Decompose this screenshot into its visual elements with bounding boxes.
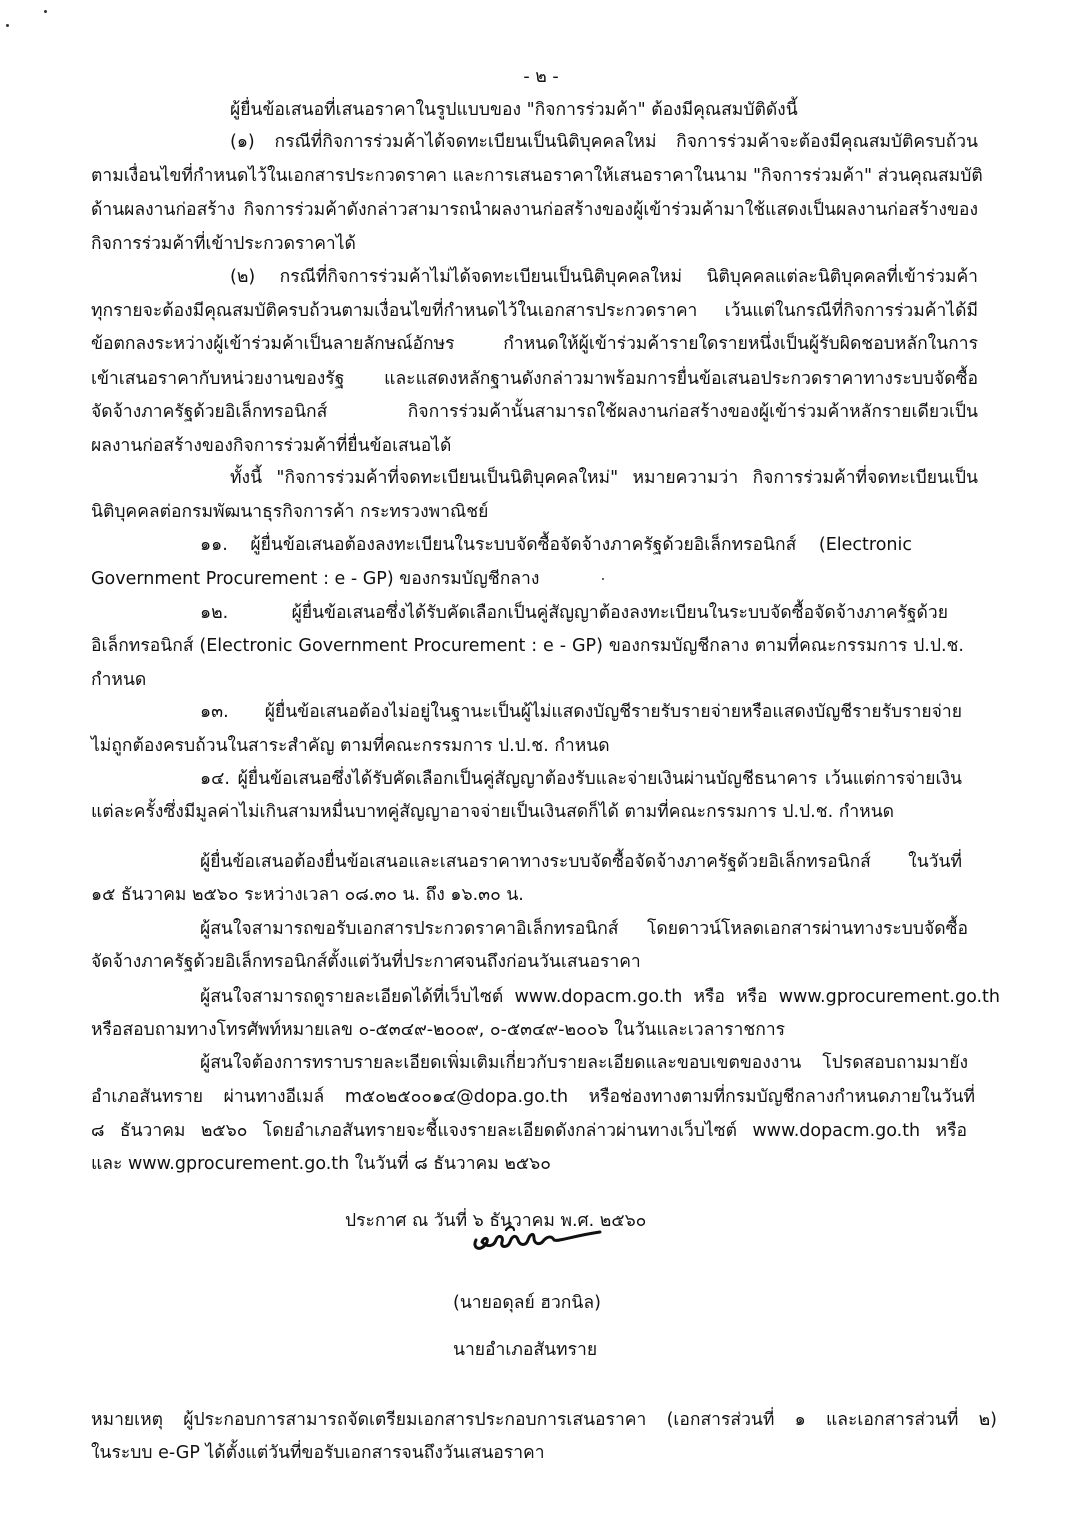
item-14-line: แต่ละครั้งซึ่งมีมูลค่าไม่เกินสามหมื่นบาทคู่สัญญาอาจจ่ายเป็นเงินสดก็ได้ ตามที่คณะกรรมการ ป.ป.ช. กำหนด bbox=[91, 802, 895, 822]
jv2-line: ข้อตกลงระหว่างผู้เข้าร่วมค้าเป็นลายลักษณ์อักษร กำหนดให้ผู้เข้าร่วมค้ารายใดรายหนึ่งเป็นผู้รับผิดชอบหลักในการ bbox=[91, 334, 978, 354]
jv1-line: ด้านผลงานก่อสร้าง กิจการร่วมค้าดังกล่าวสามารถนำผลงานก่อสร้างของผู้เข้าร่วมค้ามาใช้แสดงเป็นผลงานก่อสร้างของ bbox=[91, 200, 978, 220]
website-line: หรือสอบถามทางโทรศัพท์หมายเลข ๐-๕๓๔๙-๒๐๐๙, ๐-๕๓๔๙-๒๐๐๖ ในวันและเวลาราชการ bbox=[91, 1020, 786, 1040]
item-11-line: ๑๑. ผู้ยื่นข้อเสนอต้องลงทะเบียนในระบบจัดซื้อจัดจ้างภาครัฐด้วยอิเล็กทรอนิกส์ (Electronic bbox=[200, 535, 912, 555]
item-12-line: ๑๒. ผู้ยื่นข้อเสนอซึ่งได้รับคัดเลือกเป็นคู่สัญญาต้องลงทะเบียนในระบบจัดซื้อจัดจ้างภาครัฐด้วย bbox=[200, 603, 948, 623]
scan-speck bbox=[44, 10, 47, 13]
item-14-line: ๑๔. ผู้ยื่นข้อเสนอซึ่งได้รับคัดเลือกเป็นคู่สัญญาต้องรับและจ่ายเงินผ่านบัญชีธนาคาร เว้นแต่การจ่ายเงิน bbox=[200, 769, 962, 789]
item-13-line: ๑๓. ผู้ยื่นข้อเสนอต้องไม่อยู่ในฐานะเป็นผู้ไม่แสดงบัญชีรายรับรายจ่ายหรือแสดงบัญชีรายรับรายจ่าย bbox=[200, 702, 962, 722]
jv1-line: (๑) กรณีที่กิจการร่วมค้าได้จดทะเบียนเป็นนิติบุคคลใหม่ กิจการร่วมค้าจะต้องมีคุณสมบัติครบถ้วน bbox=[230, 132, 978, 152]
inquiry-line: และ www.gprocurement.go.th ในวันที่ ๘ ธันวาคม ๒๕๖๐ bbox=[91, 1154, 551, 1174]
note-line: หมายเหตุ ผู้ประกอบการสามารถจัดเตรียมเอกสารประกอบการเสนอราคา (เอกสารส่วนที่ ๑ และเอกสารส่วนที่ ๒) bbox=[91, 1410, 997, 1430]
signature-image bbox=[468, 1218, 608, 1260]
jv-intro: ผู้ยื่นข้อเสนอที่เสนอราคาในรูปแบบของ "กิจการร่วมค้า" ต้องมีคุณสมบัติดังนี้ bbox=[230, 100, 798, 120]
jv-definition-line: นิติบุคคลต่อกรมพัฒนาธุรกิจการค้า กระทรวงพาณิชย์ bbox=[91, 502, 489, 522]
signatory-position: นายอำเภอสันทราย bbox=[453, 1340, 598, 1360]
inquiry-line: อำเภอสันทราย ผ่านทางอีเมล์ m๕๐๒๕๐๐๑๔@dopa.go.th หรือช่องทางตามที่กรมบัญชีกลางกำหนดภายในวันที่ bbox=[91, 1087, 975, 1107]
jv2-line: จัดจ้างภาครัฐด้วยอิเล็กทรอนิกส์ กิจการร่วมค้านั้นสามารถใช้ผลงานก่อสร้างของผู้เข้าร่วมค้าหลักรายเดียวเป็น bbox=[91, 402, 978, 422]
item-12-line: กำหนด bbox=[91, 670, 147, 690]
jv1-line: ตามเงื่อนไขที่กำหนดไว้ในเอกสารประกวดราคา และการเสนอราคาให้เสนอราคาในนาม "กิจการร่วมค้า" ส่วนคุณสมบัติ bbox=[91, 166, 983, 186]
jv2-line: ผลงานก่อสร้างของกิจการร่วมค้าที่ยื่นข้อเสนอได้ bbox=[91, 436, 452, 456]
submission-line: ๑๕ ธันวาคม ๒๕๖๐ ระหว่างเวลา ๐๘.๓๐ น. ถึง ๑๖.๓๐ น. bbox=[91, 885, 524, 905]
download-line: ผู้สนใจสามารถขอรับเอกสารประกวดราคาอิเล็กทรอนิกส์ โดยดาวน์โหลดเอกสารผ่านทางระบบจัดซื้อ bbox=[200, 919, 968, 939]
download-line: จัดจ้างภาครัฐด้วยอิเล็กทรอนิกส์ตั้งแต่วันที่ประกาศจนถึงก่อนวันเสนอราคา bbox=[91, 952, 641, 972]
item-13-line: ไม่ถูกต้องครบถ้วนในสาระสำคัญ ตามที่คณะกรรมการ ป.ป.ช. กำหนด bbox=[91, 736, 610, 756]
jv2-line: ทุกรายจะต้องมีคุณสมบัติครบถ้วนตามเงื่อนไขที่กำหนดไว้ในเอกสารประกวดราคา เว้นแต่ในกรณีที่กิจการร่วมค้าได้มี bbox=[91, 301, 978, 321]
inquiry-line: ผู้สนใจต้องการทราบรายละเอียดเพิ่มเติมเกี่ยวกับรายละเอียดและขอบเขตของงาน โปรดสอบถามมายัง bbox=[200, 1053, 968, 1073]
jv-definition-line: ทั้งนี้ "กิจการร่วมค้าที่จดทะเบียนเป็นนิติบุคคลใหม่" หมายความว่า กิจการร่วมค้าที่จดทะเบียนเป็น bbox=[230, 468, 978, 488]
jv1-line: กิจการร่วมค้าที่เข้าประกวดราคาได้ bbox=[91, 234, 356, 254]
signatory-name: (นายอดุลย์ ฮวกนิล) bbox=[453, 1293, 601, 1313]
page-number: - ๒ - bbox=[523, 67, 559, 87]
announcement-date: ประกาศ ณ วันที่ ๖ ธันวาคม พ.ศ. ๒๕๖๐ bbox=[345, 1211, 647, 1231]
item-12-line: อิเล็กทรอนิกส์ (Electronic Government Procurement : e - GP) ของกรมบัญชีกลาง ตามที่คณะกรรมการ ป.ป.ช. bbox=[91, 636, 964, 656]
note-line: ในระบบ e-GP ได้ตั้งแต่วันที่ขอรับเอกสารจนถึงวันเสนอราคา bbox=[91, 1443, 545, 1463]
scan-speck bbox=[6, 24, 9, 27]
jv2-line: (๒) กรณีที่กิจการร่วมค้าไม่ได้จดทะเบียนเป็นนิติบุคคลใหม่ นิติบุคคลแต่ละนิติบุคคลที่เข้าร่วมค้า bbox=[230, 267, 978, 287]
jv2-line: เข้าเสนอราคากับหน่วยงานของรัฐ และแสดงหลักฐานดังกล่าวมาพร้อมการยื่นข้อเสนอประกวดราคาทางระบบจัดซื้อ bbox=[91, 369, 978, 389]
submission-line: ผู้ยื่นข้อเสนอต้องยื่นข้อเสนอและเสนอราคาทางระบบจัดซื้อจัดจ้างภาครัฐด้วยอิเล็กทรอนิกส์ ในวันที่ bbox=[200, 852, 962, 872]
website-line: ผู้สนใจสามารถดูรายละเอียดได้ที่เว็บไซต์ www.dopacm.go.th หรือ หรือ www.gprocurement.go.th bbox=[200, 987, 1000, 1007]
inquiry-line: ๘ ธันวาคม ๒๕๖๐ โดยอำเภอสันทรายจะชี้แจงรายละเอียดดังกล่าวผ่านทางเว็บไซต์ www.dopacm.go.th หรือ bbox=[91, 1121, 967, 1141]
item-11-line: Government Procurement : e - GP) ของกรมบัญชีกลาง bbox=[91, 569, 540, 589]
